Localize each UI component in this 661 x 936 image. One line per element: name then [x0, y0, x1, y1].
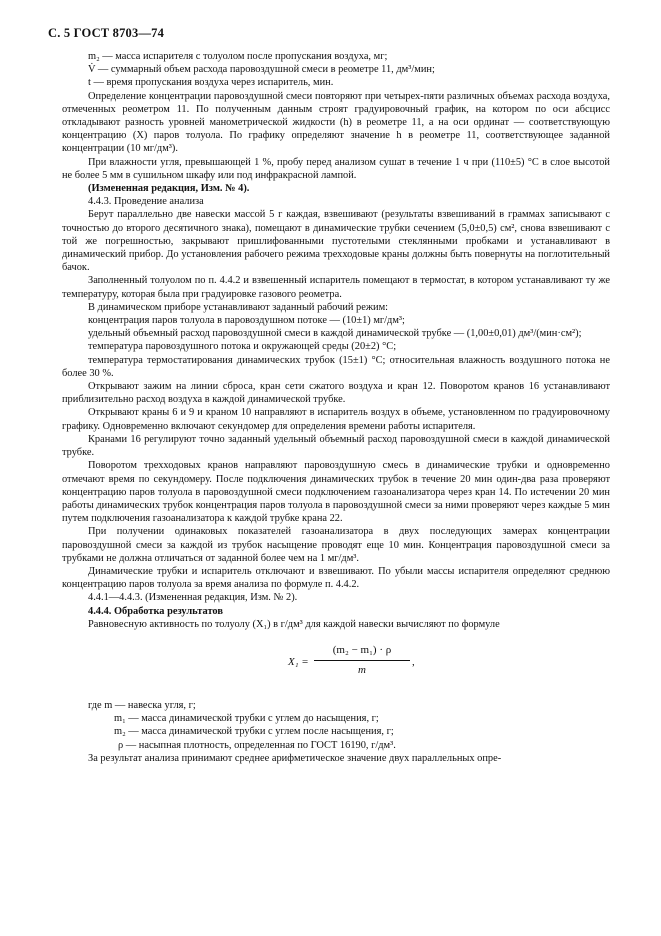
paragraph: Кранами 16 регулируют точно заданный удельный объемный расход паровоздушной смеси в каждой динамической трубке.: [62, 433, 610, 459]
legend-line: m₁ — масса динамической трубки с углем до насыщения, г;: [114, 713, 379, 725]
paragraph: При влажности угля, превышающей 1 %, пробу перед анализом сушат в течение 1 ч при (110±5) °С в слое высотой не более 5 мм в сушильном шкафу или под инфракрасной лампой.: [62, 156, 610, 181]
document-body: [62, 50, 610, 765]
formula-numerator: (m₂ − m₁) · ρ: [314, 644, 410, 661]
paragraph: В динамическом приборе устанавливают заданный рабочий режим:: [88, 301, 389, 313]
formula-lhs: X₁ =: [288, 655, 309, 668]
formula-trailing: ,: [412, 655, 415, 668]
page-header: С. 5 ГОСТ 8703—74: [48, 26, 165, 40]
paragraph: Открывают краны 6 и 9 и краном 10 направляют в испаритель воздух в объеме, установленном по градуировочному графику. Одновременно включают секундомер для определения времени работы испарителя.: [62, 407, 610, 432]
text-line: t — время пропускания воздуха через испаритель, мин.: [88, 77, 334, 89]
paragraph: Заполненный толуолом по п. 4.4.2 и взвешенный испаритель помещают в термостат, в котором устанавливают ту же температуру, которая была при градуировке газового реометра.: [62, 275, 610, 300]
text-line: V̇ — суммарный объем расхода паровоздушной смеси в реометре 11, дм³/мин;: [88, 64, 435, 76]
paragraph: За результат анализа принимают среднее арифметическое значение двух параллельных опре-: [88, 752, 502, 764]
legend-line: m₂ — масса динамической трубки с углем после насыщения, г;: [114, 726, 394, 738]
paragraph: Берут параллельно две навески массой 5 г каждая, взвешивают (результаты взвешиваний в граммах записывают с точностью до второго десятичного знака), помещают в динамические трубки сечением (5,0±0,5) см², снова взвешивают с той же погрешностью, закрывают пришлифованными пустотелыми стеклянными пробками и устанавливают в динамический прибор. До установления рабочего режима трехходовые краны должны быть повернуты на поглотительный бачок.: [62, 209, 610, 274]
paragraph: Определение концентрации паровоздушной смеси повторяют при четырех-пяти различных объемах расхода воздуха, отмеченных реометром 11. По полученным данным строят градуировочный график, на котором по оси абсцисс откладывают разность уровней манометрической жидкости (h) в реометре 11, а на оси ординат — соответствующую концентрацию (X) паров толуола. По графику определяют значение h в реометре 11, соответствующее заданной концентрации (10 мг/дм³).: [62, 90, 610, 155]
legend-line: где m — навеска угля, г;: [88, 699, 196, 711]
paragraph: Открывают зажим на линии сброса, кран сети сжатого воздуха и кран 12. Поворотом кранов 16 устанавливают приблизительно расход воздуха в каждой динамической трубке.: [62, 381, 610, 406]
amendment-note: (Измененная редакция, Изм. № 4).: [88, 183, 250, 195]
paragraph: Поворотом трехходовых кранов направляют паровоздушную смесь в динамические трубки и одновременно отмечают время по секундомеру. После подключения динамических трубок в течение 20 мин один-два раза проверяют концентрацию паров толуола в паровоздушной смеси подключением газоанализатора через кран 14. По истечении 20 мин работы динамических трубок концентрация паров толуола в паровоздушной смеси за ними проверяют через каждые 5 мин путем подключения газоанализатора к каждой трубке крана 22.: [62, 460, 610, 525]
paragraph: концентрация паров толуола в паровоздушном потоке — (10±1) мг/дм³;: [88, 315, 405, 327]
paragraph: При получении одинаковых показателей газоанализатора в двух последующих замерах концентрации паровоздушной смеси за каждой из трубок насыщение проводят еще 10 мин. Концентрация паровоздушной смеси за трубками не должна отличаться от заданной более чем на 1 мг/дм³.: [62, 526, 610, 564]
formula: [62, 639, 610, 691]
paragraph: удельный объемный расход паровоздушной смеси в каждой динамической трубке — (1,00±0,01) дм³/(мин·см²);: [88, 328, 582, 340]
section-heading: Равновесную активность по толуолу (X₁) в г/дм³ для каждой навески вычисляют по формуле: [88, 618, 500, 630]
formula-fraction: [314, 644, 410, 677]
formula-denominator: m: [358, 664, 366, 677]
paragraph: Динамические трубки и испаритель отключают и взвешивают. По убыли массы испарителя определяют среднюю концентрацию паров толуола за время анализа по формуле п. 4.4.2.: [62, 565, 610, 591]
text-line: m₂ — масса испарителя с толуолом после пропускания воздуха, мг;: [88, 51, 388, 62]
paragraph: температура паровоздушного потока и окружающей среды (20±2) °С;: [88, 341, 397, 353]
section-heading: 4.4.3. Проведение анализа: [88, 196, 204, 208]
paragraph: температура термостатирования динамических трубок (15±1) °С; относительная влажность воздушного потока не более 30 %.: [62, 354, 610, 379]
amendment-note: 4.4.4. Обработка результатов: [88, 605, 223, 617]
legend-line: ρ — насыпная плотность, определенная по ГОСТ 16190, г/дм³.: [118, 739, 396, 751]
paragraph: 4.4.1—4.4.3. (Измененная редакция, Изм. № 2).: [88, 592, 298, 604]
